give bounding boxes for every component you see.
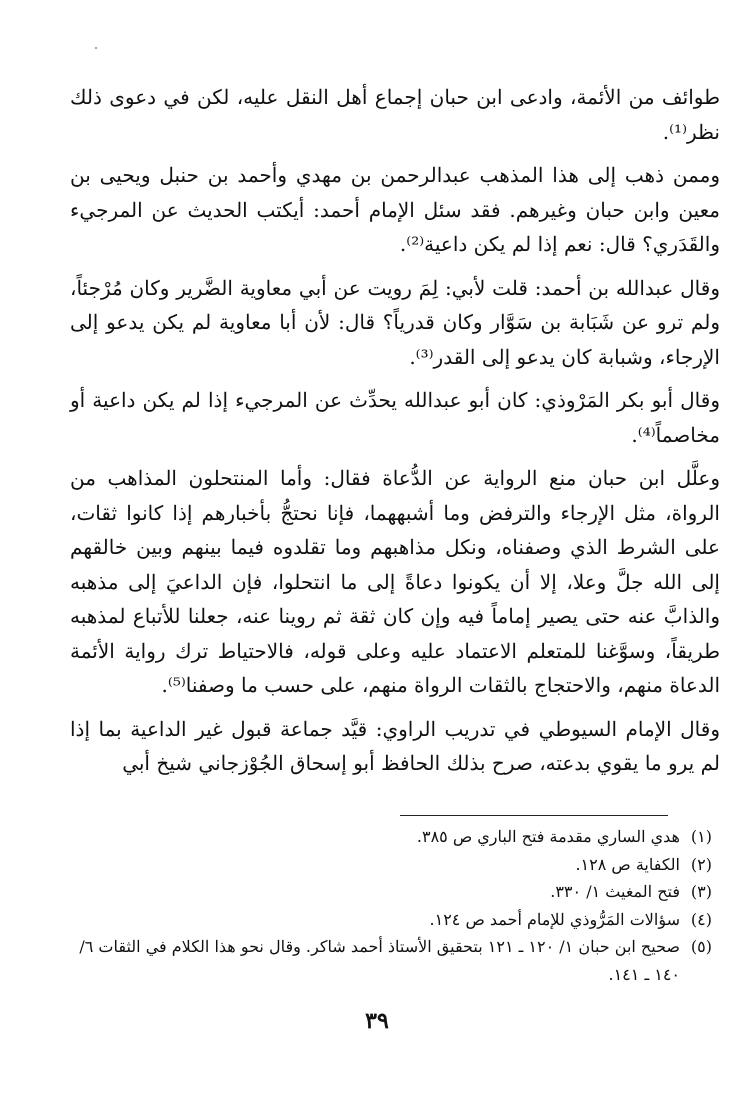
footnote-number: (٣) [690,882,712,901]
footnote [66,823,712,851]
footnote-number: (٢) [690,854,712,874]
footnote [66,878,712,906]
footnote-number: (٥) [690,937,712,956]
page-number: ٣٩ [365,1008,389,1034]
paragraph: طوائف من الأئمة، وادعى ابن حبان إجماع أهل النقل عليه، لكن في دعوى ذلك نظر⁽¹⁾. [70,85,720,144]
footnote-separator [400,815,668,816]
footnote [66,906,712,934]
paragraph: وعلَّل ابن حبان منع الرواية عن الدُّعاة فقال: وأما المنتحلون المذاهب من الرواة، مثل الإرجاء والترفض وما أشبههما، فإنا نحتجُّ بأخبارهم إذا كانوا ثقات، على الشرط الذي وصفناه، ونكل مذاهبهم وما تقلدوه فيما بينهم وبين خالقهم إلى الله جلَّ وعلا، إلا أن يكونوا دعاةً إلى ما انتحلوا، فإن الداعيَ إلى مذهبه والذابَّ عنه حتى يصير إماماً فيه وإن كان ثقة ثم روينا عنه، جعلنا للأتباع لمذهبه طريقاً، وسوَّغنا للمتعلم الاعتماد عليه وعلى قوله، فالاحتياط ترك رواية الأئمة الدعاة منهم، والاحتجاج بالثقات الرواة منهم، على حسب ما وصفنا⁽⁵⁾. [70,466,721,697]
footnote-text: صحيح ابن حبان ١/ ١٢٠ ـ ١٢١ بتحقيق الأستاذ أحمد شاكر. وقال نحو هذا الكلام في الثقات ٦/ ١٤٠ ـ ١٤١. [79,937,680,984]
footnote [66,851,712,879]
paragraph: وقال الإمام السيوطي في تدريب الراوي: قيَّد جماعة قبول غير الداعية بما إذا لم يرو ما يقوي بدعته، صرح بذلك الحافظ أبو إسحاق الجُوْزجاني شيخ أبي [70,716,720,775]
paragraph: وقال أبو بكر المَرْوذي: كان أبو عبدالله يحدِّث عن المرجيء إذا لم يكن داعية أو مخاصماً⁽⁴⁾. [70,388,720,447]
footnote-number: (١) [690,827,712,846]
footnote-text: هدي الساري مقدمة فتح الباري ص ٣٨٥. [416,827,680,846]
footnote-number: (٤) [690,909,712,929]
footnote-text: سؤالات المَرُّوذي للإمام أحمد ص ١٢٤. [429,909,680,929]
main-text [70,80,720,790]
scan-speck [95,47,97,49]
footnote-text: الكفاية ص ١٢٨. [575,854,680,874]
footnote-text: فتح المغيث ١/ ٣٣٠. [550,882,680,901]
footnotes [66,823,712,988]
footnote [66,933,712,988]
paragraph: وممن ذهب إلى هذا المذهب عبدالرحمن بن مهدي وأحمد بن حنبل ويحيى بن معين وابن حبان وغيرهم. فقد سئل الإمام أحمد: أيكتب الحديث عن المرجيء والقَدَري؟ قال: نعم إذا لم يكن داعية⁽²⁾. [70,163,720,256]
paragraph: وقال عبدالله بن أحمد: قلت لأبي: لِمَ رويت عن أبي معاوية الضَّرير وكان مُرْجئاً، ولم ترو عن شَبَابة بن سَوَّار وكان قدرياً؟ قال: لأن أبا معاوية لم يكن يدعو إلى الإرجاء، وشبابة كان يدعو إلى القدر⁽³⁾. [70,275,720,369]
